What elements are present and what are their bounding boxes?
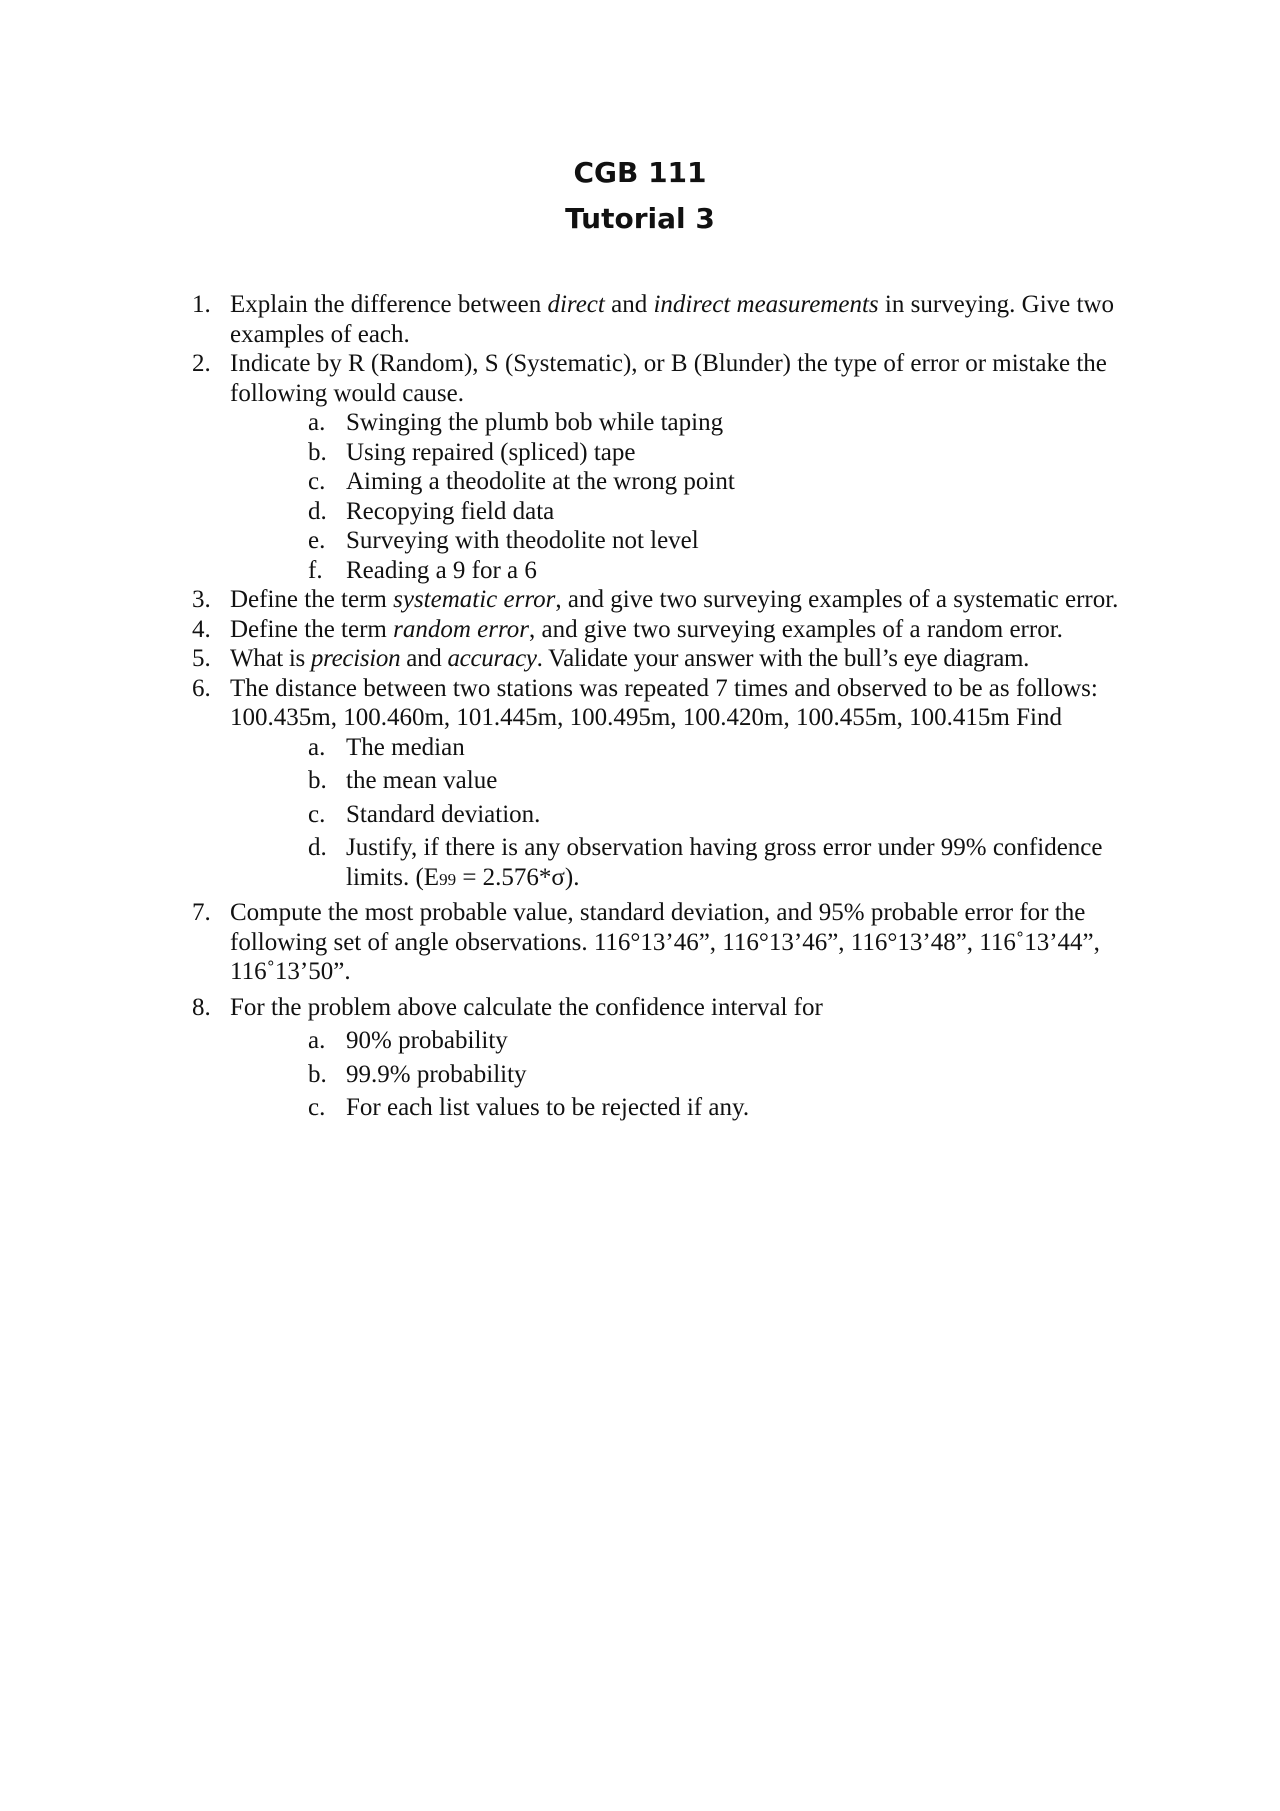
question-6 [192,674,1132,895]
question-7 [192,898,1132,987]
sub-question: a. Swinging the plumb bob while taping [308,409,724,436]
sub-question: e. Surveying with theodolite not level [308,527,699,554]
sub-question: d. Recopying field data [308,497,555,525]
question-number: 1. [192,291,211,318]
question-number: 7. [192,899,211,926]
question-text: What is precision and accuracy. Validate your answer with the bull’s eye diagram. [230,645,1030,672]
question-text: Define the term systematic error, and give two surveying examples of a systematic error. [230,586,1119,613]
distance-observations: 100.435m, 100.460m, 101.445m, 100.495m, 100.420m, 100.455m, 100.415m Find [230,704,1062,731]
question-text: The distance between two stations was repeated 7 times and observed to be as follows: 100.435m, 100.460m, 101.445m, 100.495m, 100.420m, 100.455m, 100.415m Find [230,674,1098,731]
document-header [0,150,1280,242]
question-list [192,290,1132,1123]
sub-question: d. Justify, if there is any observation having gross error under 99% confidence limits. (E99 = 2.576*σ). [308,834,1103,891]
question-text: Define the term random error, and give two surveying examples of a random error. [230,615,1063,643]
sub-question-list [230,1026,1132,1123]
question-number: 4. [192,615,211,643]
question-2 [192,349,1132,585]
sub-question: b. Using repaired (spliced) tape [308,438,636,466]
subscript-99: 99 [439,869,457,889]
sub-question: b. 99.9% probability [308,1060,527,1088]
question-1 [192,290,1132,349]
sub-question: c. Standard deviation. [308,800,541,828]
sub-question: c. Aiming a theodolite at the wrong point [308,468,735,495]
question-3 [192,585,1132,615]
question-number: 5. [192,645,211,672]
sub-question: c. For each list values to be rejected if any. [308,1094,750,1121]
question-text: Compute the most probable value, standard deviation, and 95% probable error for the following set of angle observations. 116°13’46”, 116°13’46”, 116°13’48”, 116˚13’44”, 116˚13’50”. [230,899,1100,985]
sub-question-list [230,733,1132,895]
sub-question: a. The median [308,733,465,761]
question-text: Indicate by R (Random), S (Systematic), or B (Blunder) the type of error or mistake the following would cause. [230,350,1107,407]
question-number: 6. [192,674,211,702]
question-5 [192,644,1132,674]
question-4 [192,615,1132,645]
sub-question-list [230,408,1132,585]
question-8 [192,993,1132,1123]
course-code: CGB 111 [573,156,707,189]
sub-question: a. 90% probability [308,1027,508,1054]
sub-question: b. the mean value [308,767,498,794]
tutorial-title: Tutorial 3 [565,202,715,235]
question-text: Explain the difference between direct and indirect measurements in surveying. Give two examples of each. [230,291,1115,348]
question-number: 2. [192,350,211,377]
question-number: 3. [192,586,211,613]
sub-question: f. Reading a 9 for a 6 [308,556,537,584]
question-number: 8. [192,993,211,1021]
question-text: For the problem above calculate the confidence interval for [230,993,823,1021]
